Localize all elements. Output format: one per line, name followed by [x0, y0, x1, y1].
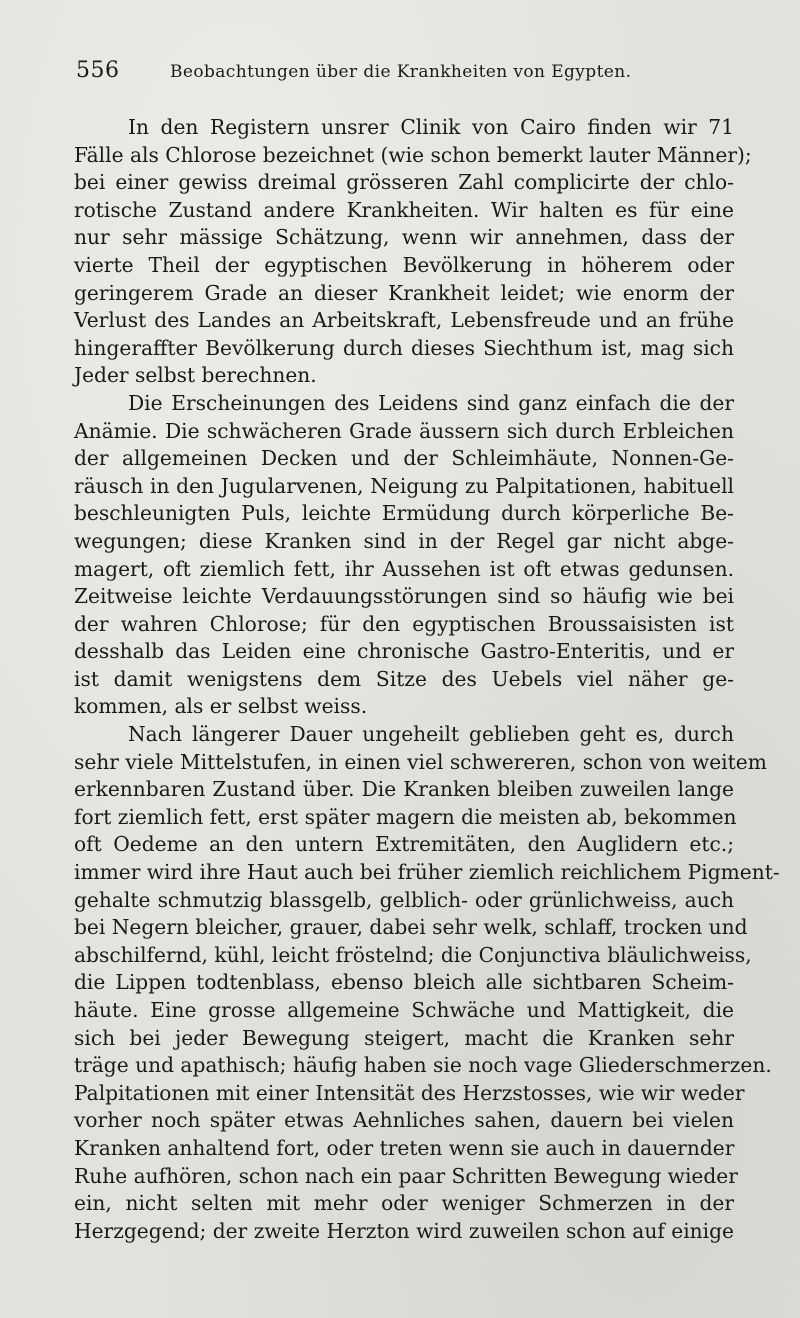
- text-line: erkennbaren Zustand über. Die Kranken bleiben zuweilen lange: [74, 777, 734, 802]
- text-line: wegungen; diese Kranken sind in der Regel gar nicht abge-: [74, 528, 734, 553]
- text-line: rotische Zustand andere Krankheiten. Wir halten es für eine: [74, 197, 734, 222]
- text-line: sich bei jeder Bewegung steigert, macht die Kranken sehr: [74, 1025, 734, 1050]
- text-line: Zeitweise leichte Verdauungsstörungen sind so häufig wie bei: [74, 584, 734, 609]
- text-line: Anämie. Die schwächeren Grade äussern sich durch Erbleichen: [74, 418, 734, 443]
- text-line: vierte Theil der egyptischen Bevölkerung in höherem oder: [74, 252, 734, 277]
- text-line: beschleunigten Puls, leichte Ermüdung durch körperliche Be-: [74, 501, 734, 526]
- text-line: Ruhe aufhören, schon nach ein paar Schritten Bewegung wieder: [74, 1163, 738, 1188]
- text-line: nur sehr mässige Schätzung, wenn wir annehmen, dass der: [74, 225, 734, 250]
- text-line: Kranken anhaltend fort, oder treten wenn sie auch in dauernder: [74, 1135, 735, 1160]
- text-line: geringerem Grade an dieser Krankheit leidet; wie enorm der: [74, 280, 734, 305]
- text-line: der allgemeinen Decken und der Schleimhäute, Nonnen-Ge-: [74, 446, 734, 471]
- text-line: Verlust des Landes an Arbeitskraft, Lebensfreude und an frühe: [74, 308, 734, 333]
- text-line: gehalte schmutzig blassgelb, gelblich- oder grünlichweiss, auch: [74, 887, 734, 912]
- text-line: räusch in den Jugularvenen, Neigung zu Palpitationen, habituell: [74, 473, 734, 498]
- text-line: der wahren Chlorose; für den egyptischen Broussaisisten ist: [74, 611, 734, 636]
- text-line: Palpitationen mit einer Intensität des Herzstosses, wie wir weder: [74, 1080, 745, 1105]
- body-text: [74, 114, 780, 1245]
- running-title: Beobachtungen über die Krankheiten von Egypten.: [170, 62, 632, 82]
- text-line: abschilfernd, kühl, leicht fröstelnd; die Conjunctiva bläulichweiss,: [74, 942, 752, 967]
- page-number: 556: [76, 58, 120, 83]
- text-line: oft Oedeme an den untern Extremitäten, den Auglidern etc.;: [74, 832, 734, 857]
- text-line: bei einer gewiss dreimal grösseren Zahl complicirte der chlo-: [74, 170, 734, 195]
- text-line: vorher noch später etwas Aehnliches sahen, dauern bei vielen: [74, 1108, 734, 1133]
- text-line: Die Erscheinungen des Leidens sind ganz einfach die der: [128, 390, 734, 415]
- text-line: die Lippen todtenblass, ebenso bleich alle sichtbaren Scheim-: [74, 970, 734, 995]
- text-line: sehr viele Mittelstufen, in einen viel schwereren, schon von weitem: [74, 749, 767, 774]
- text-line: Nach längerer Dauer ungeheilt geblieben geht es, durch: [128, 722, 734, 747]
- text-line: ist damit wenigstens dem Sitze des Uebels viel näher ge-: [74, 666, 734, 691]
- text-line: fort ziemlich fett, erst später magern die meisten ab, bekommen: [74, 804, 737, 829]
- text-line: träge und apathisch; häufig haben sie noch vage Gliederschmerzen.: [74, 1053, 772, 1078]
- text-line: magert, oft ziemlich fett, ihr Aussehen ist oft etwas gedunsen.: [74, 556, 734, 581]
- text-line: Herzgegend; der zweite Herzton wird zuweilen schon auf einige: [74, 1218, 734, 1243]
- text-line: häute. Eine grosse allgemeine Schwäche und Mattigkeit, die: [74, 998, 734, 1022]
- page-header: [76, 58, 756, 90]
- text-line: Jeder selbst berechnen.: [74, 363, 317, 388]
- text-line: hingeraffter Bevölkerung durch dieses Siechthum ist, mag sich: [74, 335, 734, 360]
- text-line: In den Registern unsrer Clinik von Cairo finden wir 71: [128, 115, 734, 139]
- text-line: kommen, als er selbst weiss.: [74, 694, 368, 719]
- text-line: desshalb das Leiden eine chronische Gastro-Enteritis, und er: [74, 639, 734, 664]
- text-line: immer wird ihre Haut auch bei früher ziemlich reichlichem Pigment-: [74, 860, 780, 885]
- text-line: ein, nicht selten mit mehr oder weniger Schmerzen in der: [74, 1191, 734, 1216]
- text-line: bei Negern bleicher, grauer, dabei sehr welk, schlaff, trocken und: [74, 915, 748, 940]
- text-line: Fälle als Chlorose bezeichnet (wie schon bemerkt lauter Männer);: [74, 142, 752, 167]
